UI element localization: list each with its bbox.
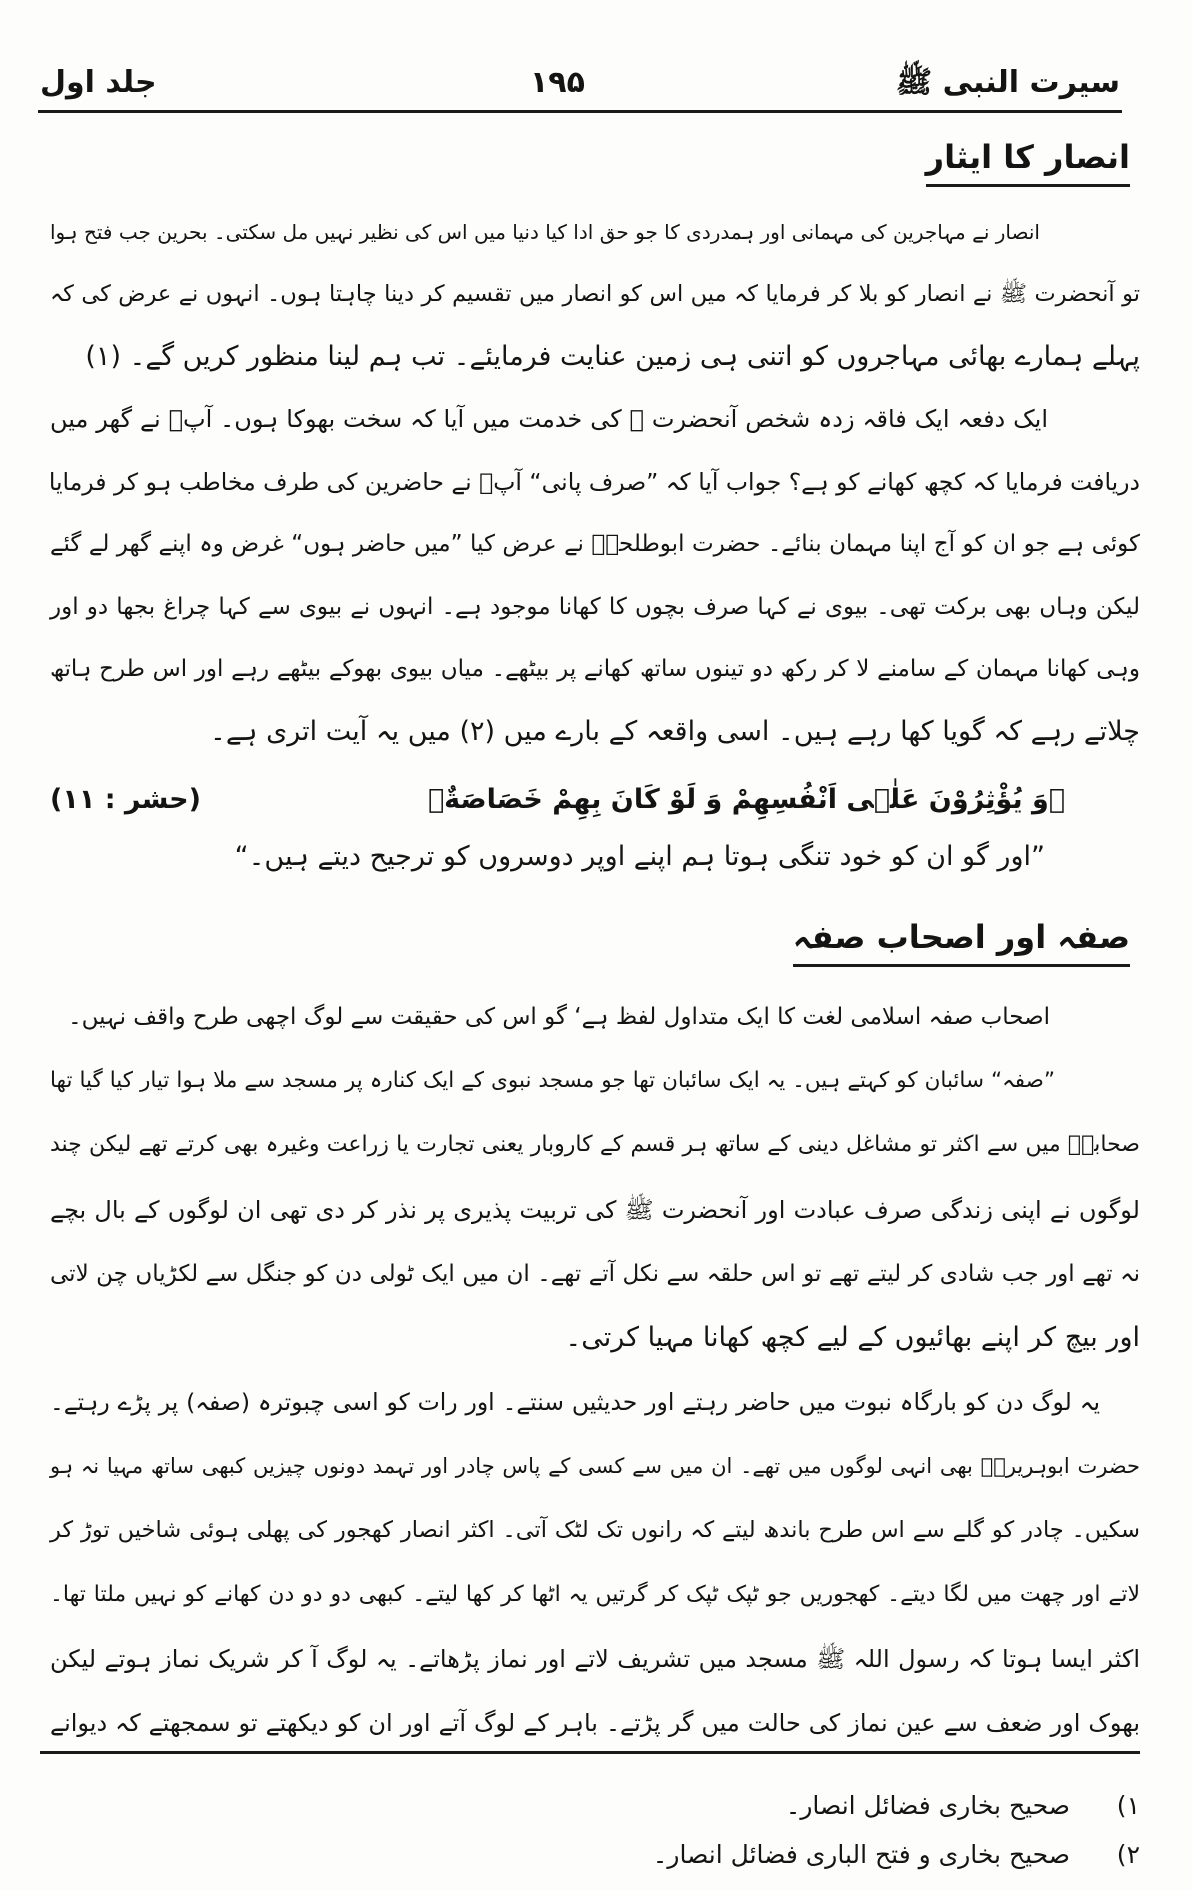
footnote-rule [40,1751,1140,1754]
footnote-text: صحیح بخاری فضائل انصار۔ [785,1791,1070,1820]
paragraph-line: اور بیچ کر اپنے بھائیوں کے لیے کچھ کھانا مہیا کرتی۔ [565,1322,1140,1353]
paragraph-line: انصار نے مہاجرین کی مہمانی اور ہمدردی کا جو حق ادا کیا دنیا میں اس کی نظیر نہیں مل سکتی۔ بحرین جب فتح ہوا [50,220,1040,244]
footnote [653,1833,1140,1877]
paragraph-line: دریافت فرمایا کہ کچھ کھانے کو ہے؟ جواب آیا کہ ”صرف پانی“ آپؐ نے حاضرین کی طرف مخاطب ہو کر فرمایا [48,468,1140,496]
paragraph-line: لوگوں نے اپنی زندگی صرف عبادت اور آنحضرت ﷺ کی تربیت پذیری پر نذر کر دی تھی ان لوگوں کے بال بچے [50,1196,1140,1224]
paragraph-line: ”صفہ“ سائبان کو کہتے ہیں۔ یہ ایک سائبان تھا جو مسجد نبوی کے ایک کنارہ پر مسجد سے ملا ہوا تیار کیا گیا تھا [50,1068,1055,1093]
paragraph-line: نہ تھے اور جب شادی کر لیتے تھے تو اس حلقہ سے نکل آتے تھے۔ ان میں ایک ٹولی دن کو جنگل سے لکڑیاں چن لاتی [50,1261,1140,1287]
paragraph-line: لاتے اور چھت میں لگا دیتے۔ کھجوریں جو ٹپک ٹپک کر گرتیں یہ اٹھا کر کھا لیتے۔ کبھی دو دو دن کھانے کو نہیں ملتا تھا۔ [50,1582,1140,1607]
paragraph-line: لیکن وہاں بھی برکت تھی۔ بیوی نے کہا صرف بچوں کا کھانا موجود ہے۔ انہوں نے بیوی سے کہا چراغ بجھا دو اور [50,594,1140,620]
header-rule [38,110,1122,113]
paragraph-line: چلاتے رہے کہ گویا کھا رہے ہیں۔ اسی واقعہ کے بارے میں (۲) میں یہ آیت اتری ہے۔ [210,716,1140,747]
section-heading-suffa: صفہ اور اصحاب صفہ [793,912,1130,967]
paragraph-line: اکثر ایسا ہوتا کہ رسول اللہ ﷺ مسجد میں تشریف لاتے اور نماز پڑھاتے۔ یہ لوگ آ کر شریک نماز ہوتے لیکن [50,1645,1140,1673]
paragraph-line: سکیں۔ چادر کو گلے سے اس طرح باندھ لیتے کہ رانوں تک لٹک آتی۔ اکثر انصار کھجور کی پھلی ہوئی شاخیں توڑ کر [50,1517,1140,1543]
paragraph-line: کوئی ہے جو ان کو آج اپنا مہمان بنائے۔ حضرت ابوطلحہؓ نے عرض کیا ”میں حاضر ہوں“ غرض وہ اپنے گھر لے گئے [50,531,1140,557]
volume-label: جلد اول [40,65,157,100]
quran-verse [50,770,1140,830]
paragraph-line: حضرت ابوہریرہؓ بھی انہی لوگوں میں تھے۔ ان میں سے کسی کے پاس چادر اور تہمد دونوں چیزیں کبھی ساتھ مہیا نہ ہو [50,1454,1140,1478]
paragraph-line: اصحاب صفہ اسلامی لغت کا ایک متداول لفظ ہے‘ گو اس کی حقیقت سے لوگ اچھی طرح واقف نہیں۔ [68,1004,1050,1030]
paragraph-line: یہ لوگ دن کو بارگاہ نبوت میں حاضر رہتے اور حدیثیں سنتے۔ اور رات کو اسی چبوترہ (صفہ) پر پڑے رہتے۔ [50,1388,1100,1416]
ayah-text: ﴿وَ یُؤْثِرُوْنَ عَلٰۤی اَنْفُسِهِمْ وَ لَوْ كَانَ بِهِمْ خَصَاصَةٌ﴾ [427,784,1065,815]
paragraph-line: بھوک اور ضعف سے عین نماز کی حالت میں گر پڑتے۔ باہر کے لوگ آتے اور ان کو دیکھتے تو سمجھتے کہ دیوانے [50,1709,1140,1737]
paragraph-line: تو آنحضرت ﷺ نے انصار کو بلا کر فرمایا کہ میں اس کو انصار میں تقسیم کر دینا چاہتا ہوں۔ انہوں نے عرض کی کہ [50,281,1140,307]
footnote-number: ۲) [1116,1840,1140,1869]
page-number: ۱۹۵ [530,65,585,100]
paragraph-line: وہی کھانا مہمان کے سامنے لا کر رکھ دو تینوں ساتھ کھانے پر بیٹھے۔ میاں بیوی بھوکے بیٹھے رہے اور اس طرح ہاتھ [50,656,1140,682]
paragraph-line: پہلے ہمارے بھائی مہاجروں کو اتنی ہی زمین عنایت فرمایئے۔ تب ہم لینا منظور کریں گے۔ (۱) [85,341,1140,372]
footnote-number: ۱) [1116,1791,1140,1820]
ayah-reference: (حشر : ۱۱) [50,784,201,815]
footnote-text: صحیح بخاری و فتح الباری فضائل انصار۔ [652,1840,1070,1869]
book-title: سیرت النبی ﷺ [895,65,1120,100]
footnote [786,1784,1140,1828]
paragraph-line: صحابہؓ میں سے اکثر تو مشاغل دینی کے ساتھ ہر قسم کے کاروبار یعنی تجارت یا زراعت وغیرہ بھی کرتے تھے لیکن چند [50,1132,1140,1157]
section-heading-ansar-sacrifice: انصار کا ایثار [926,132,1130,187]
verse-translation: ”اور گو ان کو خود تنگی ہوتا ہم اپنے اوپر دوسروں کو ترجیح دیتے ہیں۔“ [234,841,1045,872]
paragraph-line: ایک دفعہ ایک فاقہ زدہ شخص آنحضرت ﷺ کی خدمت میں آیا کہ سخت بھوکا ہوں۔ آپؐ نے گھر میں [50,405,1048,433]
